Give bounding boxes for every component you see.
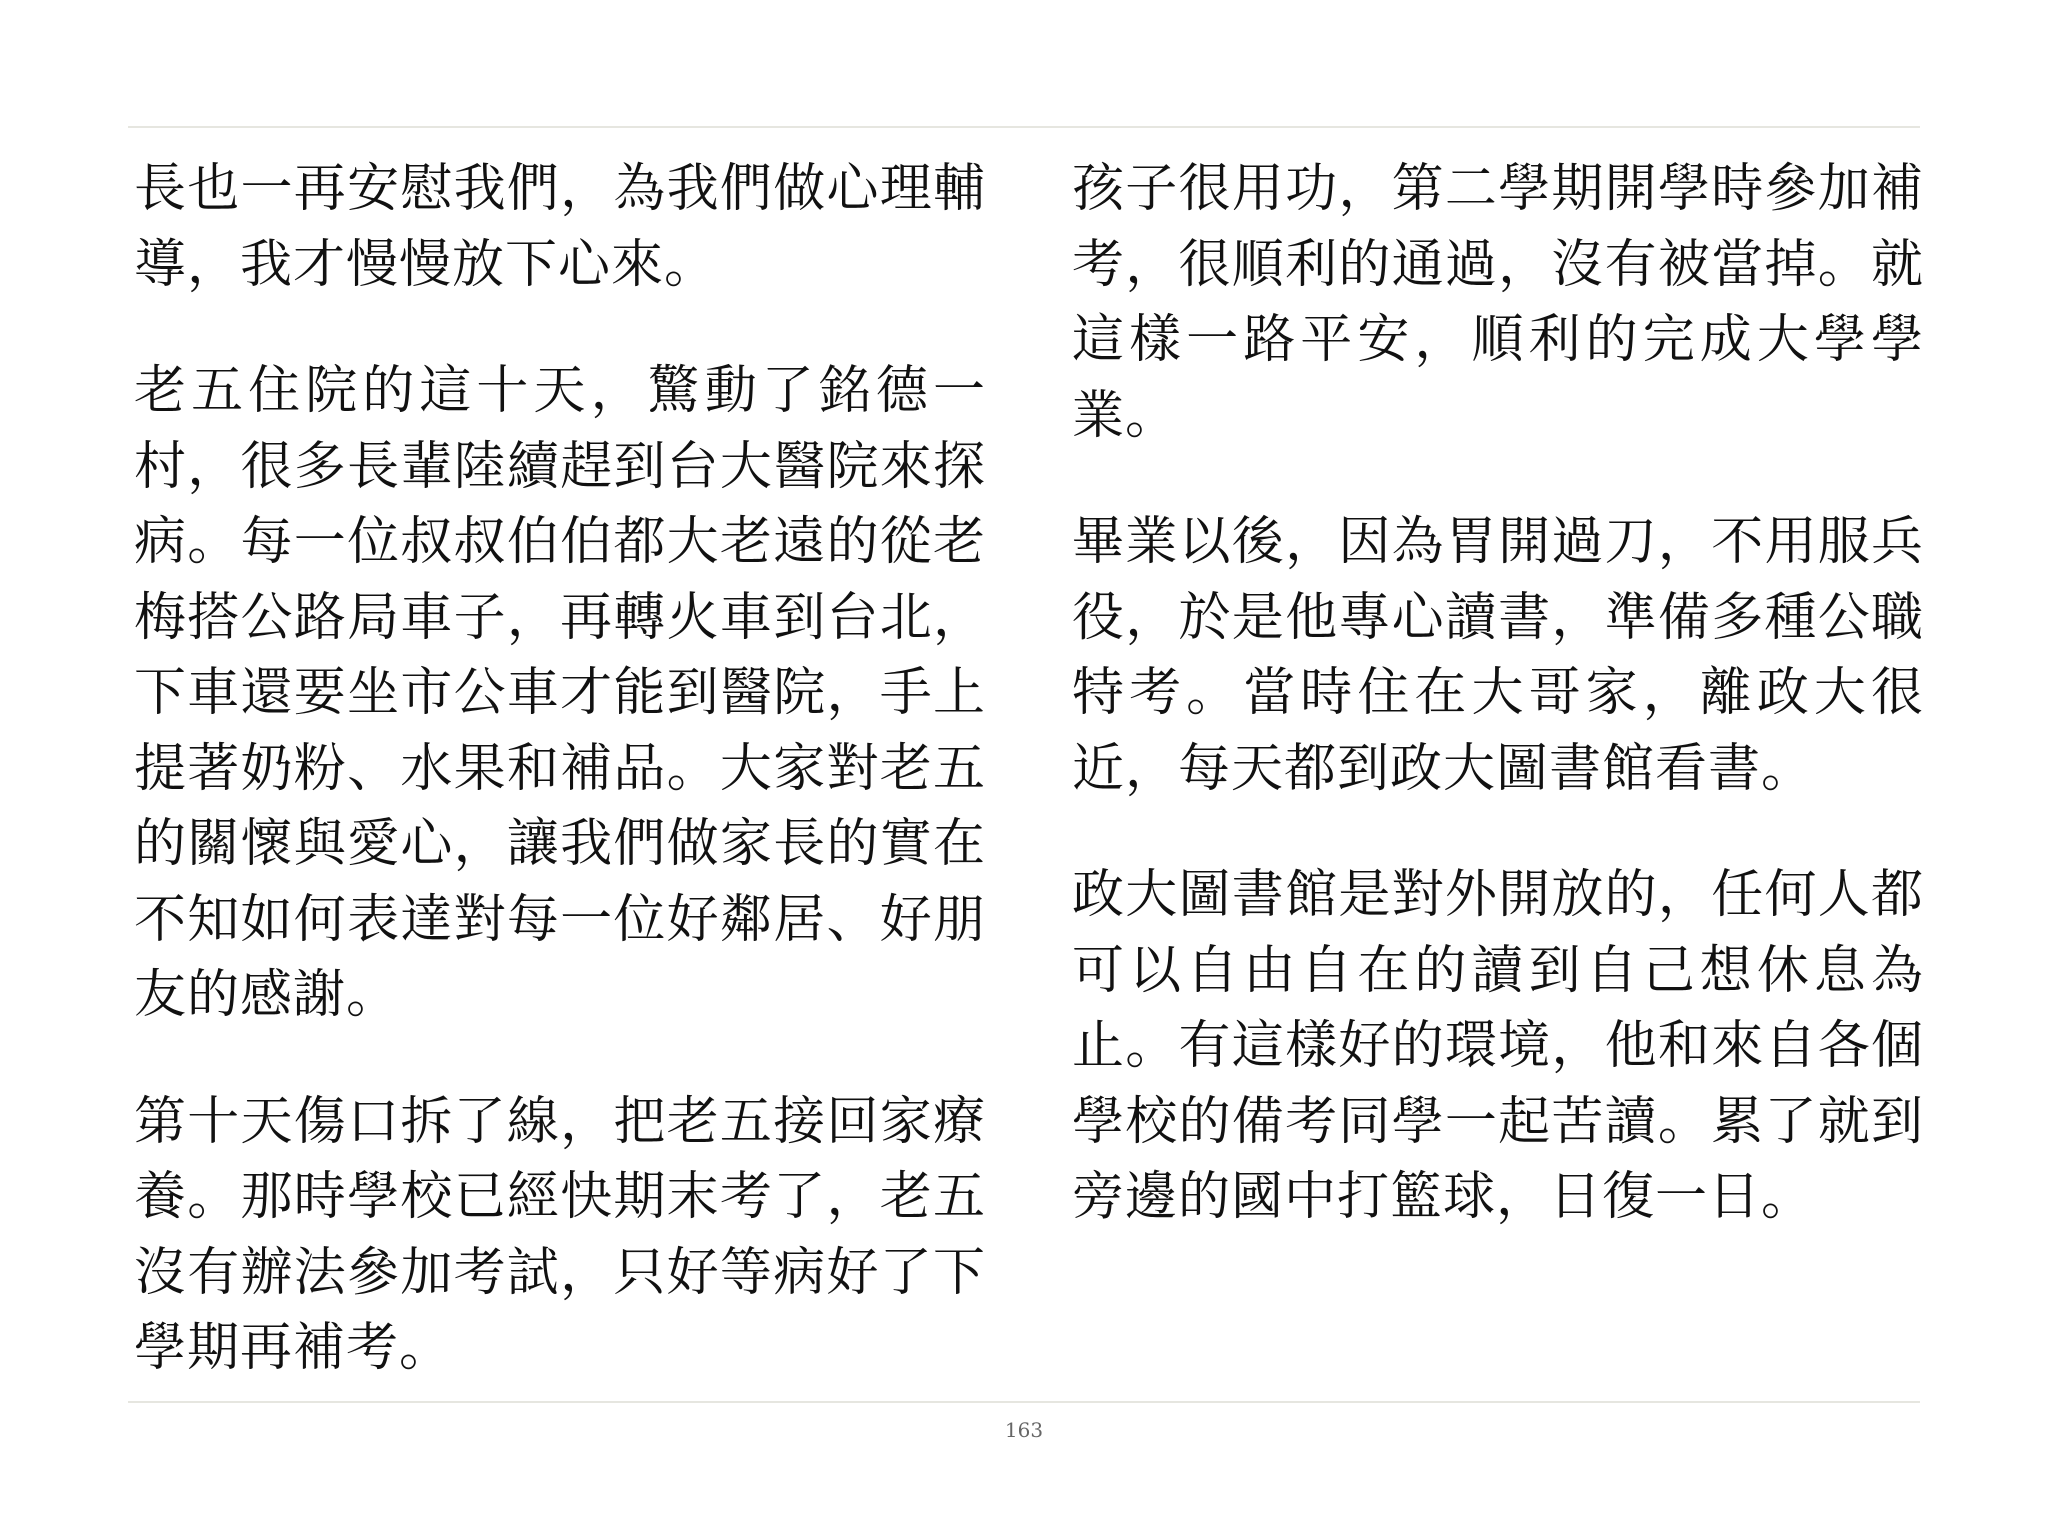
page-number: 163 <box>1004 1418 1044 1442</box>
paragraph: 畢業以後，因為胃開過刀，不用服兵役，於是他專心讀書，準備多種公職特考。當時住在大哥家，離政大很近，每天都到政大圖書館看書。 <box>1072 512 1924 799</box>
right-text-column <box>1072 152 1924 1287</box>
paragraph: 第十天傷口拆了線，把老五接回家療養。那時學校已經快期末考了，老五沒有辦法參加考試，只好等病好了下學期再補考。 <box>134 1091 986 1378</box>
footer-rule <box>128 1401 1920 1403</box>
paragraph: 長也一再安慰我們，為我們做心理輔導，我才慢慢放下心來。 <box>134 159 986 295</box>
paragraph: 老五住院的這十天，驚動了銘德一村，很多長輩陸續趕到台大醫院來探病。每一位叔叔伯伯都大老遠的從老梅搭公路局車子，再轉火車到台北，下車還要坐市公車才能到醫院，手上提著奶粉、水果和補品。大家對老五的關懷與愛心，讓我們做家長的實在不知如何表達對每一位好鄰居、好朋友的感謝。 <box>134 361 986 1025</box>
left-text-column <box>134 152 986 1438</box>
paragraph: 孩子很用功，第二學期開學時參加補考，很順利的通過，沒有被當掉。就這樣一路平安，順利的完成大學學業。 <box>1072 159 1924 446</box>
paragraph: 政大圖書館是對外開放的，任何人都可以自由自在的讀到自己想休息為止。有這樣好的環境，他和來自各個學校的備考同學一起苦讀。累了就到旁邊的國中打籃球，日復一日。 <box>1072 865 1924 1227</box>
header-rule <box>128 126 1920 128</box>
